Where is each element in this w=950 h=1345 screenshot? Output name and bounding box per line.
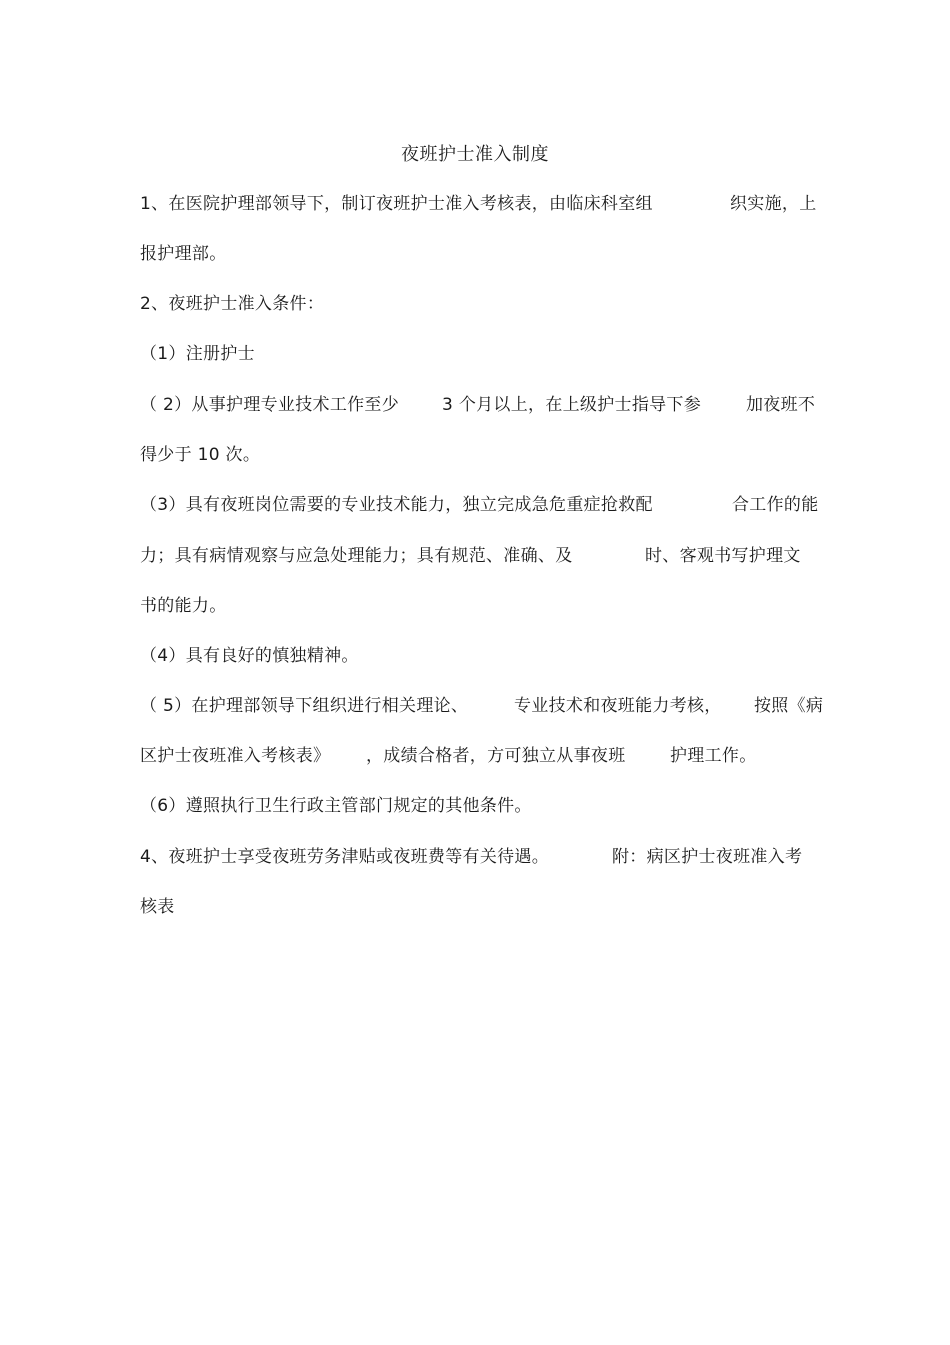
text-segment: 护理工作。	[670, 746, 757, 766]
text-segment: （1）注册护士	[140, 344, 255, 364]
text-segment: 织实施，上	[730, 194, 817, 214]
text-segment: 按照《病	[754, 696, 824, 716]
text-segment: 4、夜班护士享受夜班劳务津贴或夜班费等有关待遇。	[140, 847, 550, 867]
text-segment: （6）遵照执行卫生行政主管部门规定的其他条件。	[140, 796, 532, 816]
text-segment: 2、夜班护士准入条件：	[140, 294, 325, 314]
text-segment: 1、在医院护理部领导下，制订夜班护士准入考核表，由临床科室组	[140, 194, 653, 214]
text-segment: 核表	[140, 897, 175, 917]
text-segment: （3）具有夜班岗位需要的专业技术能力，独立完成急危重症抢救配	[140, 495, 653, 515]
text-segment: 得少于 10 次。	[140, 445, 261, 465]
text-segment: （ 5）在护理部领导下组织进行相关理论、	[140, 696, 469, 716]
text-segment: 合工作的能	[732, 495, 819, 515]
text-segment: （ 2）从事护理专业技术工作至少	[140, 395, 400, 415]
text-segment: 附：病区护士夜班准入考	[612, 847, 803, 867]
text-segment: 3 个月以上，在上级护士指导下参	[442, 395, 702, 415]
text-segment: 书的能力。	[140, 596, 227, 616]
document-title: 夜班护士准入制度	[401, 144, 549, 165]
text-segment: 报护理部。	[140, 244, 227, 264]
text-segment: 力；具有病情观察与应急处理能力；具有规范、准确、及	[140, 546, 573, 566]
text-segment: 区护士夜班准入考核表》	[140, 746, 331, 766]
text-segment: 时、客观书写护理文	[645, 546, 801, 566]
text-segment: （4）具有良好的慎独精神。	[140, 646, 359, 666]
text-segment: ，成绩合格者，方可独立从事夜班	[366, 746, 626, 766]
text-segment: 加夜班不	[746, 395, 816, 415]
text-segment: 专业技术和夜班能力考核，	[514, 696, 722, 716]
